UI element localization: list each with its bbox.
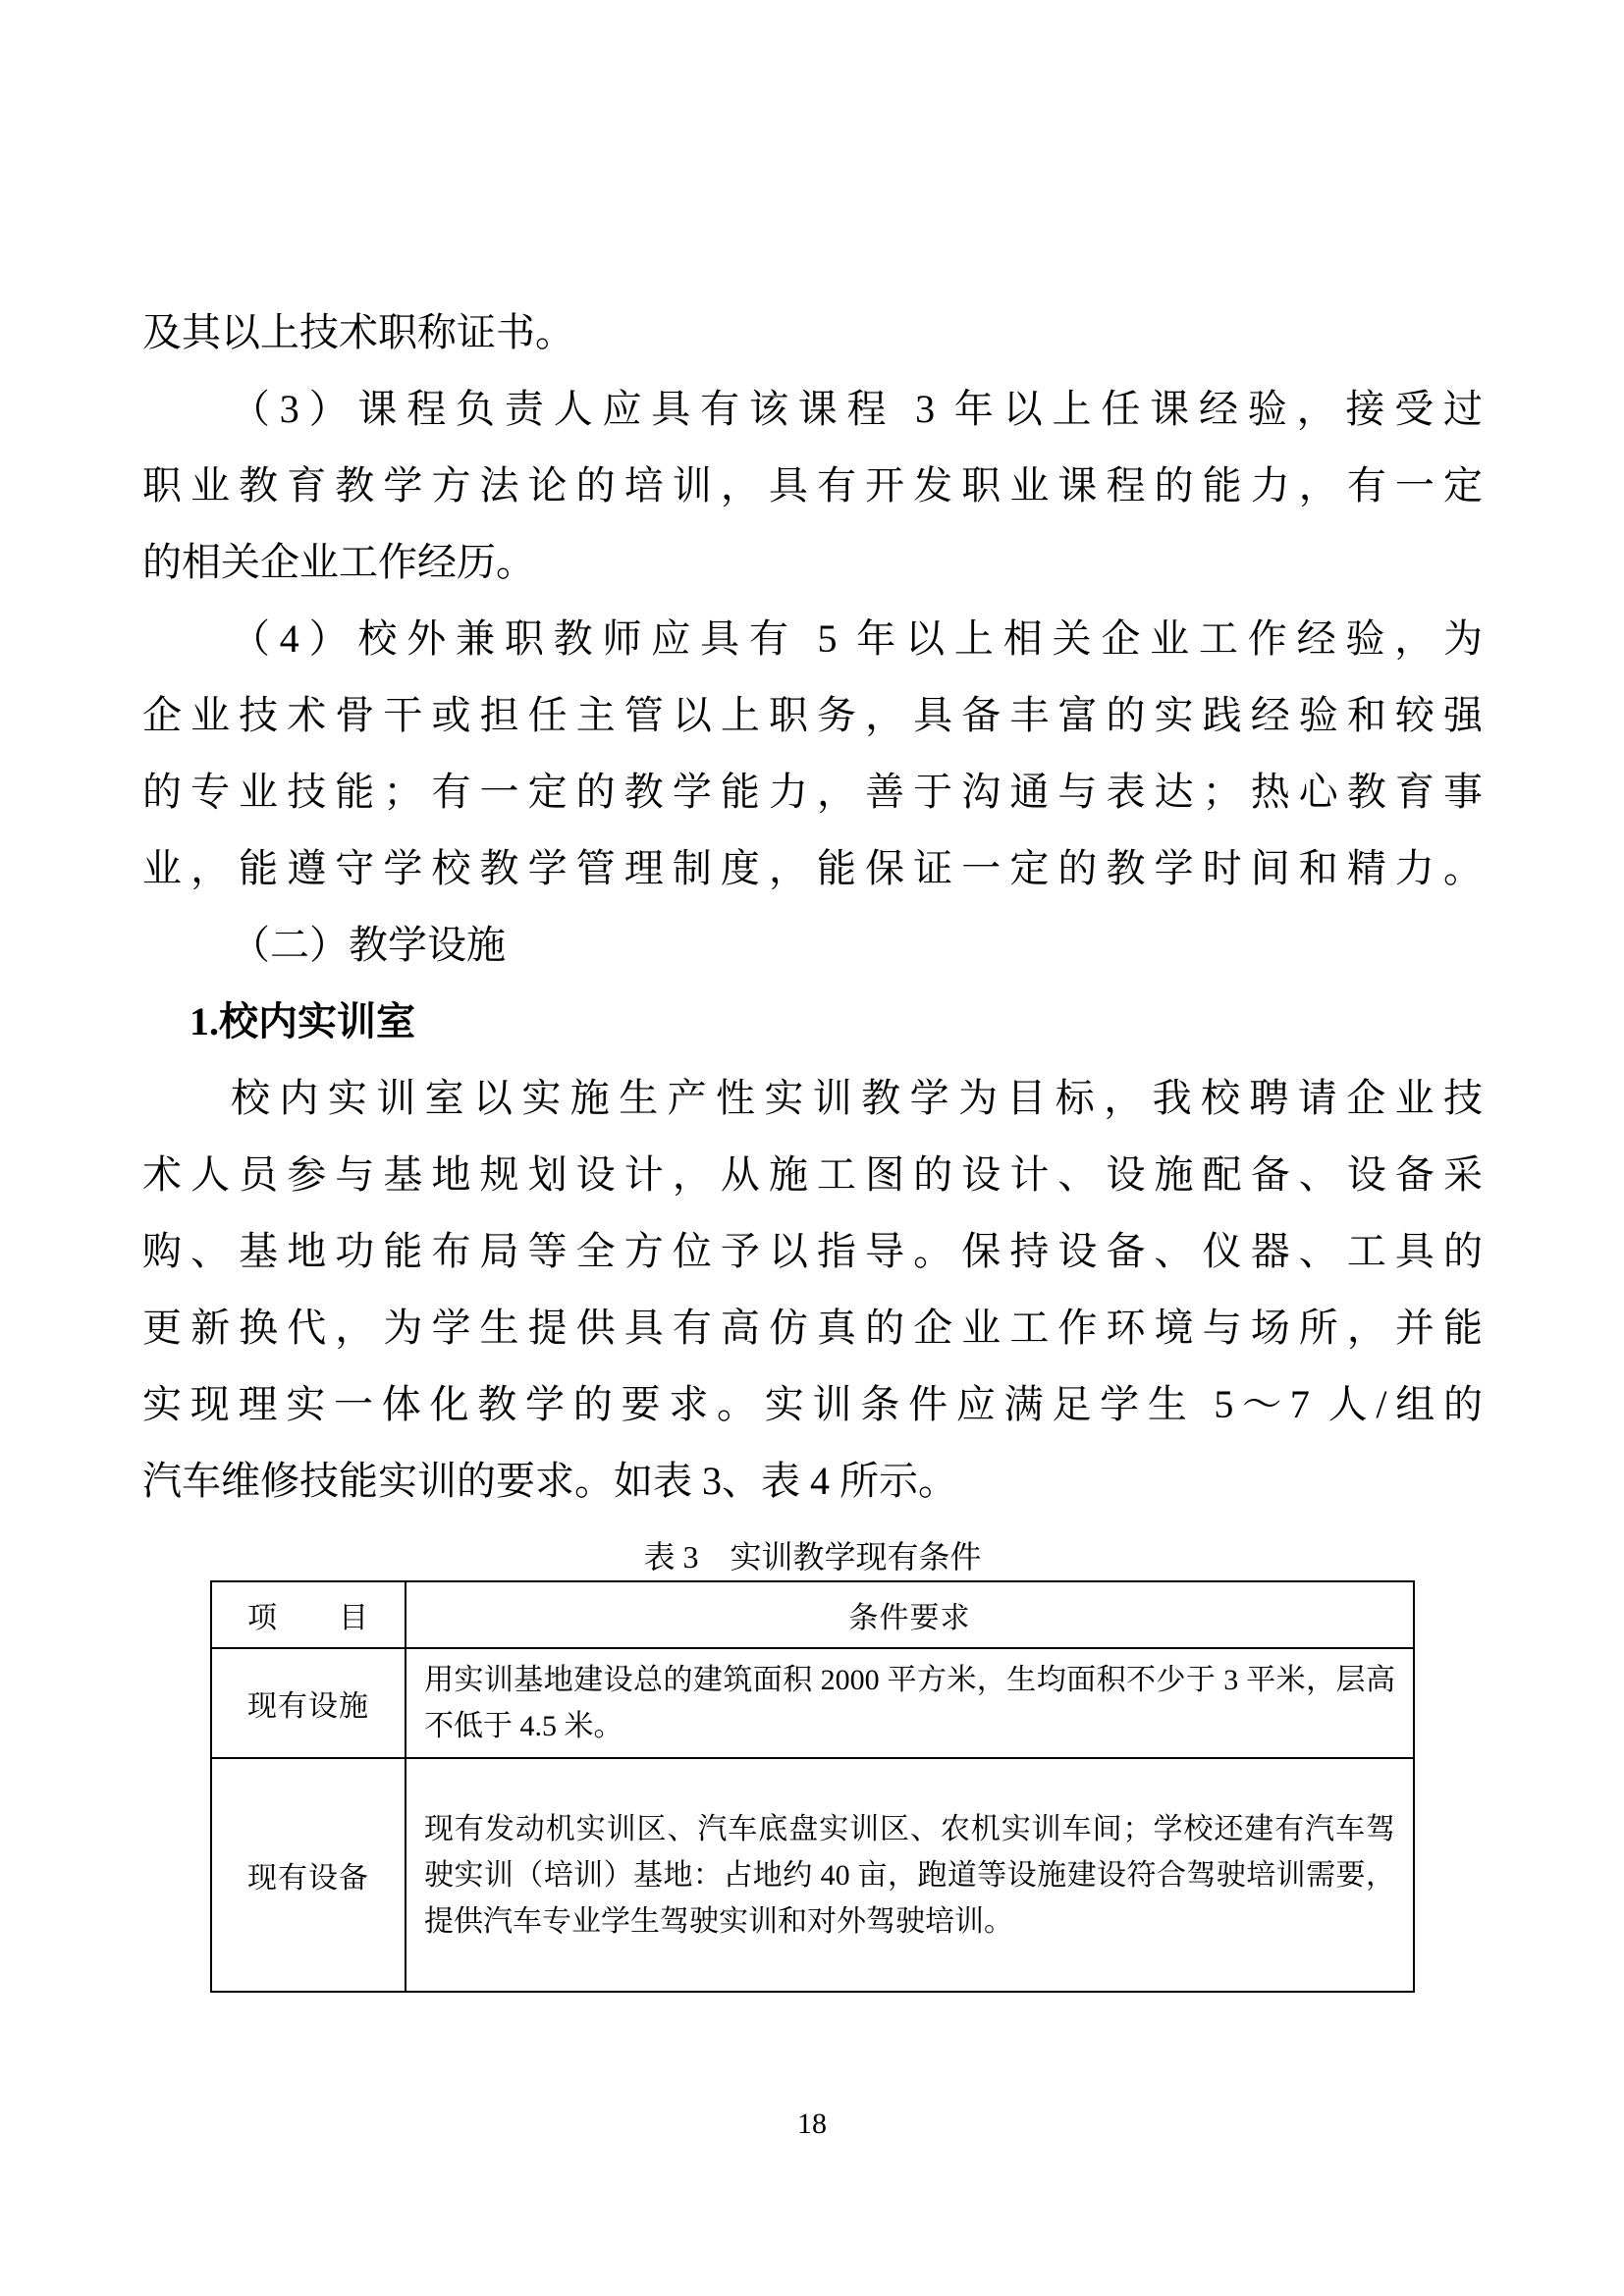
text-line: 汽车维修技能实训的要求。如表 3、表 4 所示。 <box>142 1459 957 1503</box>
text-line: 企业技术骨干或担任主管以上职务，具备丰富的实践经验和较强 <box>142 693 1483 737</box>
row-item-label: 现有设备 <box>211 1758 406 1992</box>
page-content <box>142 294 1483 1993</box>
table-caption: 表 3 实训教学现有条件 <box>643 1539 982 1575</box>
text-line: 的专业技能；有一定的教学能力，善于沟通与表达；热心教育事 <box>142 770 1483 814</box>
paragraph <box>142 1060 1483 1520</box>
table-training-conditions <box>210 1580 1415 1993</box>
text-line: 更新换代，为学生提供具有高仿真的企业工作环境与场所，并能 <box>142 1306 1483 1350</box>
text-line: 的相关企业工作经历。 <box>142 540 535 584</box>
paragraph <box>142 371 1483 601</box>
text-line: 业，能遵守学校教学管理制度，能保证一定的教学时间和精力。 <box>142 846 1483 890</box>
table-header-item: 项 目 <box>211 1581 406 1648</box>
text-line: （4）校外兼职教师应具有 5 年以上相关企业工作经验，为 <box>231 616 1483 661</box>
text-line: 实现理实一体化教学的要求。实训条件应满足学生 5～7 人/组的 <box>142 1382 1483 1426</box>
row-requirement-text: 用实训基地建设总的建筑面积 2000 平方米，生均面积不少于 3 平米，层高不低于 4.5 米。 <box>406 1648 1414 1758</box>
text-line: 购、基地功能布局等全方位予以指导。保持设备、仪器、工具的 <box>142 1229 1483 1273</box>
row-item-label: 现有设施 <box>211 1648 406 1758</box>
section-heading: （二）教学设施 <box>231 923 506 967</box>
subsection-heading: 1.校内实训室 <box>189 999 415 1043</box>
text-line: 术人员参与基地规划设计，从施工图的设计、设施配备、设备采 <box>142 1152 1483 1197</box>
table-row <box>211 1648 1414 1758</box>
table-row <box>211 1758 1414 1992</box>
text-line: （3）课程负责人应具有该课程 3 年以上任课经验，接受过 <box>231 387 1483 431</box>
text-line: 及其以上技术职称证书。 <box>142 310 574 354</box>
row-requirement-text: 现有发动机实训区、汽车底盘实训区、农机实训车间；学校还建有汽车驾驶实训（培训）基地：占地约 40 亩，跑道等设施建设符合驾驶培训需要，提供汽车专业学生驾驶实训和对外驾驶培训。 <box>406 1758 1414 1992</box>
text-line: 校内实训室以实施生产性实训教学为目标，我校聘请企业技 <box>231 1076 1483 1120</box>
table-header-requirement: 条件要求 <box>406 1581 1414 1648</box>
paragraph <box>142 601 1483 907</box>
table-header-row <box>211 1581 1414 1648</box>
text-line: 职业教育教学方法论的培训，具有开发职业课程的能力，有一定 <box>142 463 1483 507</box>
page-number: 18 <box>797 2108 827 2140</box>
paragraph <box>142 294 1483 371</box>
